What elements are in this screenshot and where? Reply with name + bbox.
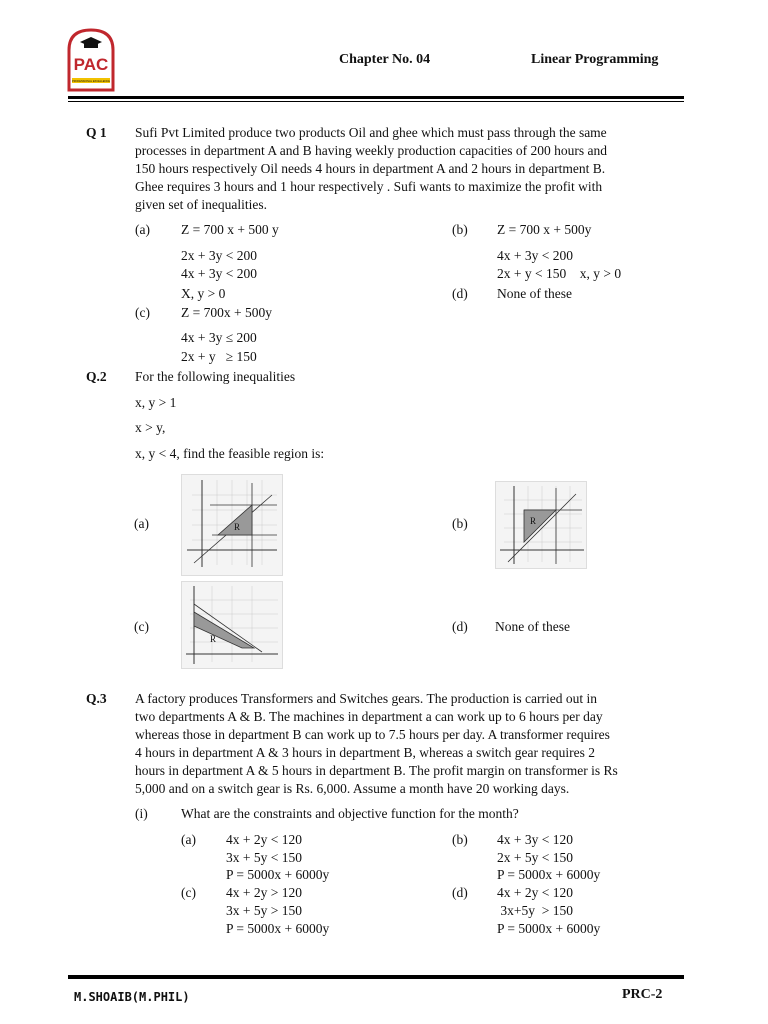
q3-line: A factory produces Transformers and Switches gears. The production is carried out in — [135, 691, 598, 706]
q1-text — [135, 124, 678, 214]
q1-option-b-label: (b) — [452, 222, 468, 237]
q1-line: Sufi Pvt Limited produce two products Oil and ghee which must pass through the same — [135, 125, 607, 140]
q3-option-a-line: 3x + 5y < 150 — [226, 850, 302, 865]
q3-option-b-line: 4x + 3y < 120 — [497, 832, 573, 847]
q1-option-a-label: (a) — [135, 222, 150, 237]
q1-option-a-constraint: 4x + 3y < 200 — [181, 266, 257, 281]
q2-graph-c — [181, 581, 283, 669]
q3-option-b-line: P = 5000x + 6000y — [497, 867, 601, 882]
q3-sub-text: What are the constraints and objective function for the month? — [181, 806, 519, 821]
q1-line: Ghee requires 3 hours and 1 hour respectively . Sufi wants to maximize the profit with — [135, 179, 603, 194]
q3-line: 5,000 and on a switch gear is Rs. 6,000. Assume a month have 20 working days. — [135, 781, 570, 796]
chapter-number: Chapter No. 04 — [339, 52, 431, 67]
footer-author: M.SHOAIB(M.PHIL) — [74, 990, 190, 1004]
q3-line: 4 hours in department A & 3 hours in department B, whereas a switch gear requires 2 — [135, 745, 596, 760]
q2-intro: For the following inequalities — [135, 369, 296, 384]
q1-option-c-constraint: 2x + y ≥ 150 — [181, 349, 257, 364]
q1-option-c-objective: Z = 700x + 500y — [181, 305, 272, 320]
header-rule-thin — [68, 101, 684, 102]
q2-graph-b — [495, 481, 587, 569]
q2-option-b-label: (b) — [452, 516, 468, 531]
chapter-subject: Linear Programming — [531, 52, 659, 67]
q1-option-b-objective: Z = 700 x + 500y — [497, 222, 592, 237]
q3-text — [135, 690, 678, 798]
q3-option-d-line: P = 5000x + 6000y — [497, 921, 601, 936]
q2-inequality: x, y < 4, find the feasible region is: — [135, 446, 325, 461]
q1-option-a-constraint: 2x + 3y < 200 — [181, 248, 257, 263]
q2-number: Q.2 — [86, 369, 107, 384]
q2-option-d-label: (d) — [452, 619, 468, 634]
q1-option-d-label: (d) — [452, 286, 468, 301]
q3-option-c-line: 3x + 5y > 150 — [226, 903, 302, 918]
q3-sub-label: (i) — [135, 806, 148, 821]
q3-option-d-line: 3x+5y > 150 — [497, 903, 573, 918]
q1-option-b-constraint: 2x + y < 150 x, y > 0 — [497, 266, 622, 281]
q3-option-c-line: P = 5000x + 6000y — [226, 921, 330, 936]
q3-line: two departments A & B. The machines in department a can work up to 6 hours per day — [135, 709, 603, 724]
q3-option-b-label: (b) — [452, 832, 468, 847]
q3-line: hours in department A & 5 hours in department B. The profit margin on transformer is Rs — [135, 763, 618, 778]
q1-line: 150 hours respectively Oil needs 4 hours in department A and 2 hours in department B. — [135, 161, 606, 176]
region-label: R — [210, 634, 217, 644]
pac-logo — [66, 28, 116, 92]
q3-number: Q.3 — [86, 691, 107, 706]
region-label: R — [234, 522, 241, 532]
footer-page-number: PRC-2 — [622, 987, 663, 1002]
header-rule — [68, 96, 684, 99]
q2-option-a-label: (a) — [134, 516, 149, 531]
footer-rule — [68, 975, 684, 979]
region-label: R — [530, 516, 537, 526]
q3-option-c-line: 4x + 2y > 120 — [226, 885, 302, 900]
q1-option-b-constraint: 4x + 3y < 200 — [497, 248, 573, 263]
q1-option-a-constraint: X, y > 0 — [181, 286, 226, 301]
q3-line: whereas those in department B can work up to 7.5 hours per day. A transformer requires — [135, 727, 610, 742]
q1-line: given set of inequalities. — [135, 197, 267, 212]
q3-option-a-line: P = 5000x + 6000y — [226, 867, 330, 882]
q1-option-c-constraint: 4x + 3y ≤ 200 — [181, 330, 257, 345]
q1-option-a-objective: Z = 700 x + 500 y — [181, 222, 279, 237]
q3-option-a-line: 4x + 2y < 120 — [226, 832, 302, 847]
logo-text: PAC — [73, 55, 109, 74]
q3-option-d-line: 4x + 2y < 120 — [497, 885, 573, 900]
q2-option-d-text: None of these — [495, 619, 570, 634]
q3-option-a-label: (a) — [181, 832, 196, 847]
logo-tagline: PROFESSIONAL EXCELLENCE — [72, 80, 110, 83]
q1-option-d-text: None of these — [497, 286, 572, 301]
q3-option-d-label: (d) — [452, 885, 468, 900]
q2-inequality: x > y, — [135, 420, 166, 435]
q3-option-b-line: 2x + 5y < 150 — [497, 850, 573, 865]
q1-line: processes in department A and B having weekly production capacities of 200 hours and — [135, 143, 608, 158]
q1-option-c-label: (c) — [135, 305, 150, 320]
q2-inequality: x, y > 1 — [135, 395, 177, 410]
q2-graph-a — [181, 474, 283, 576]
q2-option-c-label: (c) — [134, 619, 149, 634]
q1-number: Q 1 — [86, 125, 107, 140]
q3-option-c-label: (c) — [181, 885, 196, 900]
